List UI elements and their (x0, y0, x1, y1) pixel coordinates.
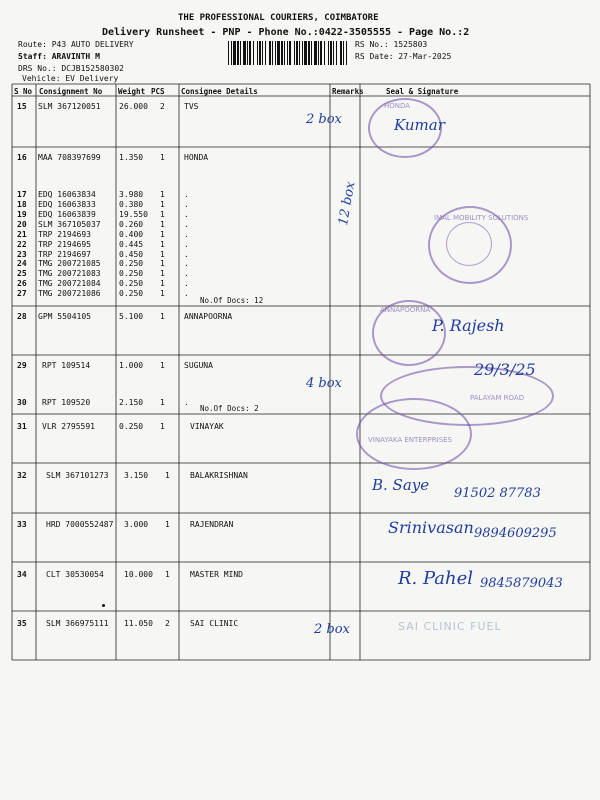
row-consignee: . (184, 200, 189, 209)
col-header-weight: Weight (118, 87, 146, 96)
row-consignee: . (184, 269, 189, 278)
company-stamp (356, 398, 472, 470)
row-consignment: RPT 109514 (42, 361, 91, 370)
row-sno: 29 (17, 361, 27, 370)
row-pcs: 1 (160, 269, 165, 278)
row-pcs: 1 (160, 312, 165, 321)
row-weight: 0.250 (119, 279, 144, 288)
row-consignee: MASTER MIND (190, 570, 243, 579)
row-consignee: ANNAPOORNA (184, 312, 233, 321)
row-weight: 0.445 (119, 240, 144, 249)
row-consignment: TRP 2194697 (38, 250, 91, 259)
row-weight: 1.000 (119, 361, 144, 370)
row-sno: 33 (17, 520, 27, 529)
row-weight: 0.450 (119, 250, 144, 259)
row-sno: 34 (17, 570, 27, 579)
row-consignee: RAJENDRAN (190, 520, 234, 529)
rs-date: RS Date: 27-Mar-2025 (355, 52, 452, 61)
row-consignee: . (184, 190, 189, 199)
row-consignee: . (184, 259, 189, 268)
stamp-text: HONDA (384, 102, 411, 110)
row-consignment: HRD 7000552487 (46, 520, 114, 529)
row-weight: 3.000 (124, 520, 149, 529)
row-sno: 19 (17, 210, 27, 219)
row-pcs: 1 (160, 398, 165, 407)
row-weight: 0.250 (119, 259, 144, 268)
row-consignment: CLT 30530054 (46, 570, 104, 579)
handwritten-remark: 2 box (314, 622, 350, 637)
row-pcs: 1 (165, 570, 170, 579)
col-header-sno: S No (14, 87, 33, 96)
handwritten-date: 29/3/25 (474, 360, 536, 379)
row-pcs: 1 (165, 520, 170, 529)
row-weight: 0.260 (119, 220, 144, 229)
col-header-pcs: PCS (151, 87, 165, 96)
row-consignee: BALAKRISHNAN (190, 471, 248, 480)
col-header-remarks: Remarks (332, 87, 364, 96)
row-sno: 31 (17, 422, 27, 431)
handwritten-signature: Srinivasan (388, 518, 474, 537)
row-pcs: 1 (160, 259, 165, 268)
row-pcs: 1 (160, 210, 165, 219)
row-sno: 30 (17, 398, 27, 407)
row-consignment: EDQ 16063833 (38, 200, 96, 209)
row-consignment: EDQ 16063839 (38, 210, 96, 219)
company-stamp-inner (446, 222, 492, 266)
row-consignee: . (184, 289, 189, 298)
row-weight: 0.250 (119, 289, 144, 298)
docs-count-note: No.Of Docs: 12 (200, 296, 264, 305)
stamp-text: VINAYAKA ENTERPRISES (368, 436, 453, 444)
row-sno: 28 (17, 312, 27, 321)
row-consignment: RPT 109520 (42, 398, 91, 407)
row-consignment: GPM 5504105 (38, 312, 91, 321)
row-consignee: VINAYAK (190, 422, 224, 431)
row-consignment: SLM 367105037 (38, 220, 101, 229)
handwritten-phone: 9845879043 (480, 576, 563, 591)
row-consignment: EDQ 16063834 (38, 190, 96, 199)
row-sno: 35 (17, 619, 27, 628)
docs-count-note: No.Of Docs: 2 (200, 404, 259, 413)
row-weight: 5.100 (119, 312, 144, 321)
row-consignment: SLM 367120051 (38, 102, 101, 111)
handwritten-remark: 4 box (306, 376, 342, 391)
row-sno: 18 (17, 200, 27, 209)
row-pcs: 1 (160, 240, 165, 249)
row-pcs: 1 (160, 279, 165, 288)
row-pcs: 2 (160, 102, 165, 111)
row-weight: 10.000 (124, 570, 153, 579)
row-weight: 26.000 (119, 102, 148, 111)
row-sno: 21 (17, 230, 27, 239)
rs-number: RS No.: 1525803 (355, 40, 428, 49)
row-consignee: . (184, 210, 189, 219)
row-weight: 3.980 (119, 190, 144, 199)
row-weight: 19.550 (119, 210, 148, 219)
runsheet-title: Delivery Runsheet - PNP - Phone No.:0422-3505555 - Page No.:2 (102, 27, 470, 38)
row-pcs: 1 (160, 250, 165, 259)
stamp-text: IMAL MOBILITY SOLUTIONS (434, 214, 529, 222)
col-header-consignment: Consignment No (39, 87, 103, 96)
row-weight: 1.350 (119, 153, 144, 162)
row-sno: 24 (17, 259, 27, 268)
faded-stamp: SAI CLINIC FUEL (398, 620, 502, 633)
row-consignee: . (184, 230, 189, 239)
row-consignee: . (184, 220, 189, 229)
staff-label: Staff: ARAVINTH M (18, 52, 100, 61)
stamp-text: PALAYAM ROAD (470, 394, 525, 402)
row-consignment: VLR 2795591 (42, 422, 95, 431)
row-consignee: HONDA (184, 153, 209, 162)
row-consignee: SAI CLINIC (190, 619, 239, 628)
company-name: THE PROFESSIONAL COURIERS, COIMBATORE (178, 13, 379, 23)
row-consignment: SLM 367101273 (46, 471, 109, 480)
row-pcs: 1 (160, 190, 165, 199)
row-consignment: TMG 200721084 (38, 279, 101, 288)
row-sno: 25 (17, 269, 27, 278)
stamp-text: ANNAPOORNA (380, 306, 431, 314)
row-weight: 0.250 (119, 269, 144, 278)
row-sno: 15 (17, 102, 27, 111)
row-consignment: TMG 200721085 (38, 259, 101, 268)
row-consignment: TRP 2194695 (38, 240, 91, 249)
row-pcs: 2 (165, 619, 170, 628)
row-consignment: TMG 200721083 (38, 269, 101, 278)
row-pcs: 1 (160, 153, 165, 162)
handwritten-signature: B. Saye (372, 476, 430, 494)
row-weight: 0.400 (119, 230, 144, 239)
row-sno: 22 (17, 240, 27, 249)
handwritten-remark: 2 box (306, 112, 342, 127)
row-consignment: TMG 200721086 (38, 289, 101, 298)
row-pcs: 1 (165, 471, 170, 480)
row-consignment: SLM 366975111 (46, 619, 109, 628)
row-pcs: 1 (160, 200, 165, 209)
row-sno: 16 (17, 153, 27, 162)
row-weight: 3.150 (124, 471, 149, 480)
handwritten-signature: Kumar (394, 116, 445, 134)
handwritten-signature: P. Rajesh (432, 316, 505, 335)
row-pcs: 1 (160, 289, 165, 298)
row-consignee: TVS (184, 102, 199, 111)
row-sno: 32 (17, 471, 27, 480)
vehicle-label: Vehicle: EV Delivery (22, 74, 119, 83)
row-sno: 23 (17, 250, 27, 259)
row-weight: 11.050 (124, 619, 153, 628)
row-consignment: MAA 708397699 (38, 153, 101, 162)
row-pcs: 1 (160, 230, 165, 239)
handwritten-phone: 91502 87783 (454, 486, 541, 501)
row-sno: 20 (17, 220, 27, 229)
stray-dot (102, 604, 105, 607)
row-weight: 0.380 (119, 200, 144, 209)
row-consignee: SUGUNA (184, 361, 213, 370)
col-header-seal: Seal & Signature (386, 87, 459, 96)
row-consignee: . (184, 398, 189, 407)
row-consignment: TRP 2194693 (38, 230, 91, 239)
row-weight: 2.150 (119, 398, 144, 407)
row-weight: 0.250 (119, 422, 144, 431)
handwritten-signature: R. Pahel (398, 568, 474, 589)
row-consignee: . (184, 250, 189, 259)
handwritten-remark: 12 box (336, 180, 359, 227)
row-consignee: . (184, 240, 189, 249)
handwritten-phone: 9894609295 (474, 526, 557, 541)
route-label: Route: P43 AUTO DELIVERY (18, 40, 134, 49)
row-pcs: 1 (160, 361, 165, 370)
col-header-consignee: Consignee Details (181, 87, 258, 96)
row-sno: 27 (17, 289, 27, 298)
row-pcs: 1 (160, 422, 165, 431)
row-consignee: . (184, 279, 189, 288)
row-sno: 17 (17, 190, 27, 199)
row-sno: 26 (17, 279, 27, 288)
drs-number: DRS No.: DCJB152580302 (18, 64, 124, 73)
row-pcs: 1 (160, 220, 165, 229)
